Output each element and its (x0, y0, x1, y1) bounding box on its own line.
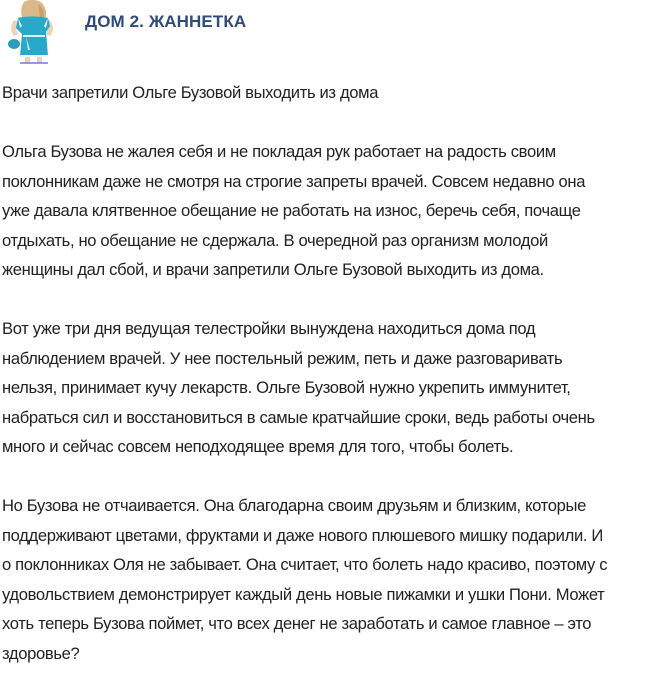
article-paragraph-1 (2, 137, 668, 285)
text-line: удовольствием демонстрирует каждый день новые пижамки и ушки Пони. Может (2, 584, 605, 604)
text-line: Вот уже три дня ведущая телестройки вынуждена находиться дома под (2, 319, 536, 338)
text-line: Ольга Бузова не жалея себя и не покладая рук работает на радость своим (2, 142, 556, 161)
text-line: набраться сил и восстановиться в самые кратчайшие сроки, ведь работы очень (2, 407, 595, 427)
text-line: женщины дал сбой, и врачи запретили Ольге Бузовой выходить из дома. (2, 260, 544, 279)
text-line: много и сейчас совсем неподходящее время для того, чтобы болеть. (2, 437, 514, 456)
text-line: поддерживают цветами, фруктами и даже нового плюшевого мишку подарили. И (2, 525, 603, 545)
text-line: нельзя, принимает кучу лекарств. Ольге Бузовой нужно укрепить иммунитет, (2, 378, 571, 397)
text-line: Но Бузова не отчаивается. Она благодарна своим друзьям и близким, которые (2, 496, 586, 515)
channel-title[interactable]: ДОМ 2. ЖАННЕТКА (85, 12, 247, 31)
channel-avatar[interactable] (2, 0, 64, 66)
woman-in-blue-dress-avatar-icon (2, 0, 64, 66)
article-paragraph-3 (2, 491, 668, 668)
text-line: уже давала клятвенное обещание не работать на износ, беречь себя, почаще (2, 201, 581, 220)
text-line: о поклонниках Оля не забывает. Она считает, что болеть надо красиво, поэтому с (2, 555, 608, 574)
text-line: отдыхать, но обещание не сдержала. В очередной раз организм молодой (2, 230, 548, 250)
text-line: здоровье? (2, 643, 80, 663)
text-line: хоть теперь Бузова поймет, что всех денег не заработать и самое главное – это (2, 614, 592, 633)
article-headline: Врачи запретили Ольге Бузовой выходить из дома (2, 83, 379, 102)
article (2, 78, 668, 698)
channel-header (0, 0, 670, 70)
text-line: поклонникам даже не смотря на строгие запреты врачей. Совсем недавно она (2, 171, 586, 191)
article-paragraph-2 (2, 314, 668, 462)
text-line: наблюдением врачей. У нее постельный режим, петь и даже разговаривать (2, 348, 563, 368)
